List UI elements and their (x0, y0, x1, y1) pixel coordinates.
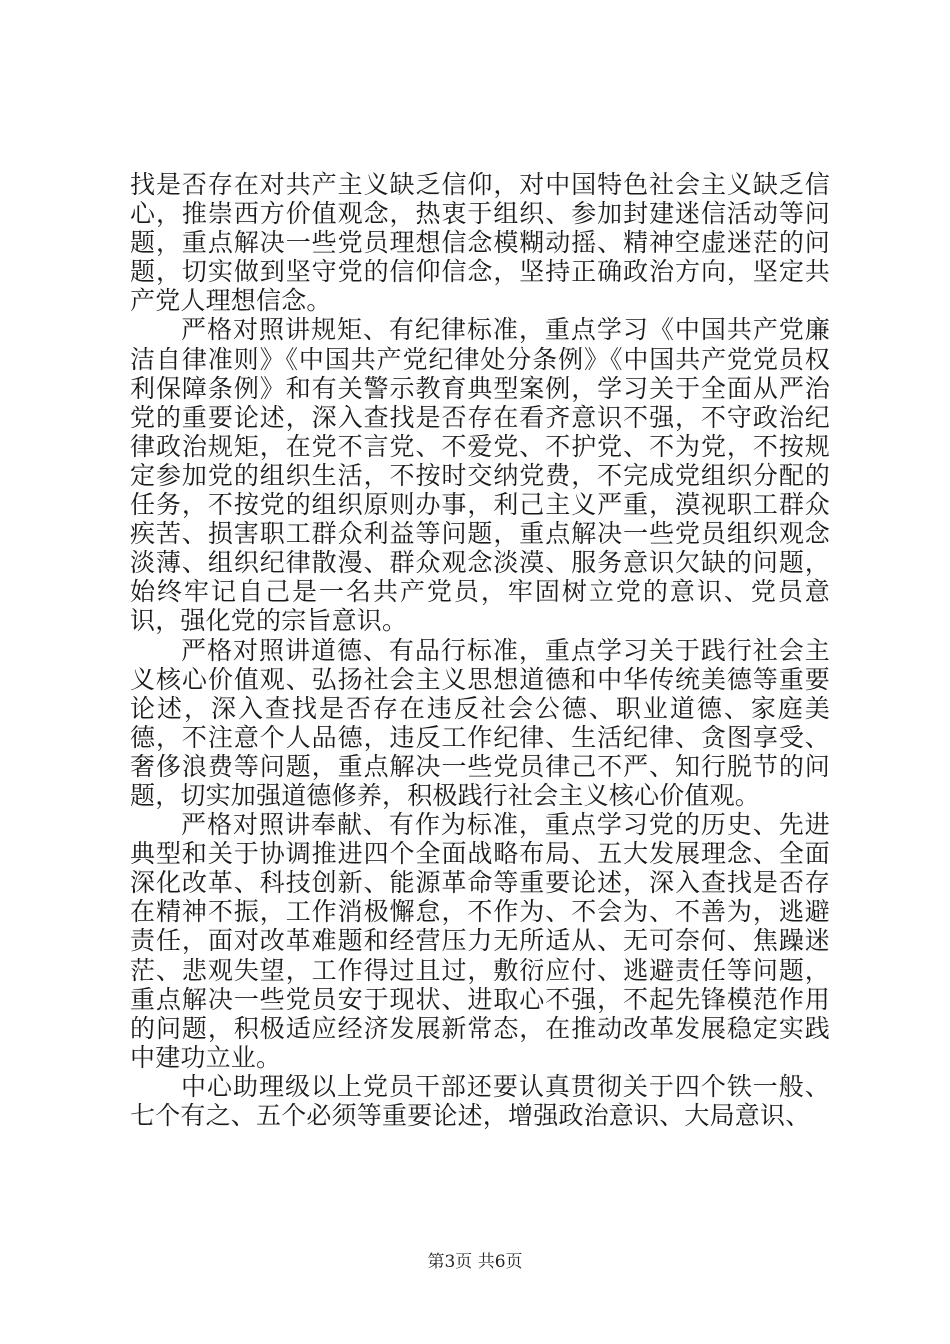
document-body (130, 170, 830, 1130)
paragraph-discipline: 严格对照讲规矩、有纪律标准，重点学习《中国共产党廉洁自律准则》《中国共产党纪律处分条例》《中国共产党党员权利保障条例》和有关警示教育典型案例，学习关于全面从严治党的重要论述，深入查找是否存在看齐意识不强，不守政治纪律政治规矩，在党不言党、不爱党、不护党、不为党，不按规定参加党的组织生活，不按时交纳党费，不完成党组织分配的任务，不按党的组织原则办事，利己主义严重，漠视职工群众疾苦、损害职工群众利益等问题，重点解决一些党员组织观念淡薄、组织纪律散漫、群众观念淡漠、服务意识欠缺的问题，始终牢记自己是一名共产党员，牢固树立党的意识、党员意识，强化党的宗旨意识。 (130, 315, 830, 636)
paragraph-cadres: 中心助理级以上党员干部还要认真贯彻关于四个铁一般、七个有之、五个必须等重要论述，增强政治意识、大局意识、 (130, 1071, 830, 1130)
paragraph-morality: 严格对照讲道德、有品行标准，重点学习关于践行社会主义核心价值观、弘扬社会主义思想道德和中华传统美德等重要论述，深入查找是否存在违反社会公德、职业道德、家庭美德，不注意个人品德，违反工作纪律、生活纪律、贪图享受、奢侈浪费等问题，重点解决一些党员律己不严、知行脱节的问题，切实加强道德修养，积极践行社会主义核心价值观。 (130, 635, 830, 810)
page-number: 第3页 共6页 (427, 1252, 523, 1272)
paragraph-dedication: 严格对照讲奉献、有作为标准，重点学习党的历史、先进典型和关于协调推进四个全面战略布局、五大发展理念、全面深化改革、科技创新、能源革命等重要论述，深入查找是否存在精神不振，工作消极懈怠，不作为、不会为、不善为，逃避责任，面对改革难题和经营压力无所适从、无可奈何、焦躁迷茫、悲观失望，工作得过且过，敷衍应付、逃避责任等问题，重点解决一些党员安于现状、进取心不强，不起先锋模范作用的问题，积极适应经济发展新常态，在推动改革发展稳定实践中建功立业。 (130, 810, 830, 1072)
paragraph-ideals: 找是否存在对共产主义缺乏信仰，对中国特色社会主义缺乏信心，推崇西方价值观念，热衷于组织、参加封建迷信活动等问题，重点解决一些党员理想信念模糊动摇、精神空虚迷茫的问题，切实做到坚守党的信仰信念，坚持正确政治方向，坚定共产党人理想信念。 (130, 170, 830, 316)
